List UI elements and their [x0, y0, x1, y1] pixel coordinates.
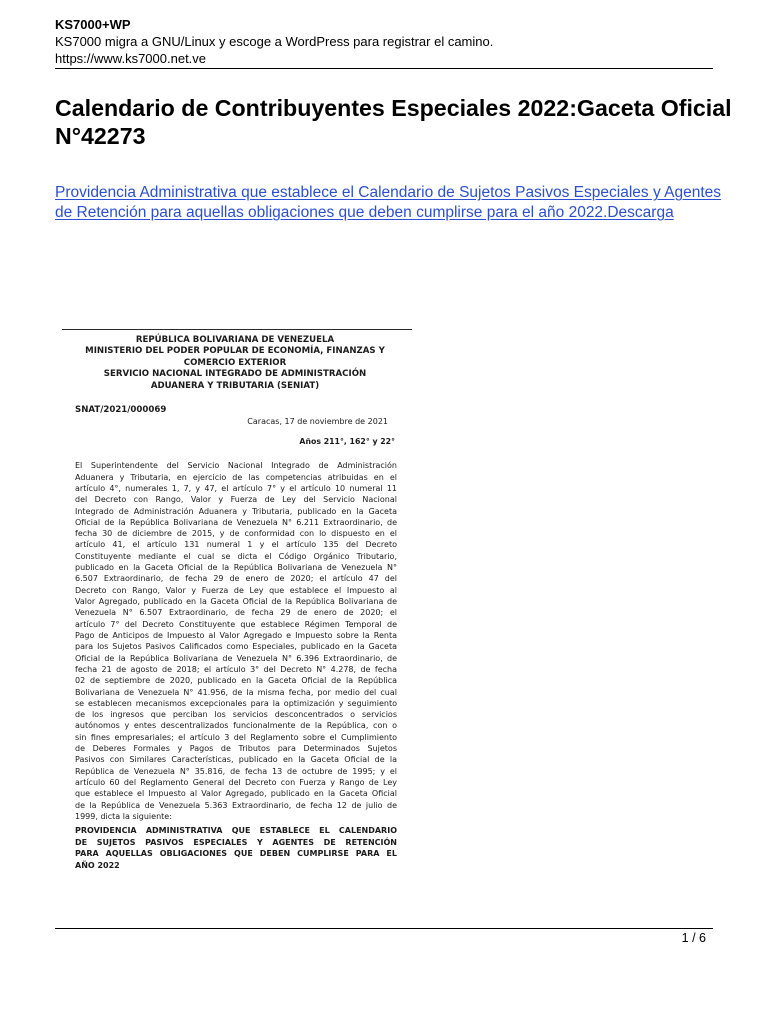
scan-body-line: artículo 7° del Decreto Constituyente que establece Régimen Temporal de	[75, 619, 397, 629]
download-link[interactable]: Providencia Administrativa que establece el Calendario de Sujetos Pasivos Especiales y Agentes de Retención para aquellas obligaciones que deben cumplirse para el año 2022.Descarga	[55, 184, 722, 221]
site-header	[55, 16, 713, 67]
scan-body-line: Venezuela N° 6.507 Extraordinario, de fecha 29 de enero de 2020; el	[75, 608, 397, 618]
scan-header-line: REPÚBLICA BOLIVARIANA DE VENEZUELA	[135, 334, 335, 345]
scan-heading-line: PROVIDENCIA ADMINISTRATIVA QUE ESTABLECE EL CALENDARIO	[75, 826, 397, 836]
scan-body-line: Bolivariana de Venezuela N° 41.956, de la misma fecha, por medio del cual	[75, 687, 397, 697]
scan-heading-line: DE SUJETOS PASIVOS ESPECIALES Y AGENTES DE RETENCIÓN	[75, 837, 397, 847]
scan-body-line: sin fines empresariales; el artículo 3 del Reglamento sobre el Cumplimiento	[75, 732, 397, 742]
scan-header-line: COMERCIO EXTERIOR	[183, 357, 287, 368]
scan-body-line: República de Venezuela N° 35.816, de fecha 13 de octubre de 1995; y el	[75, 766, 397, 776]
scan-body-line: 02 de septiembre de 2020, publicado en la Gaceta Oficial de la República	[75, 676, 397, 686]
scan-body-line: de la República de Venezuela 5.363 Extraordinario, de fecha 12 de julio de	[75, 800, 397, 810]
scan-body-line: Oficial de la República Bolivariana de Venezuela N° 6.396 Extraordinario, de	[75, 653, 397, 663]
scan-years: Años 211°, 162° y 22°	[299, 436, 395, 446]
site-tagline: KS7000 migra a GNU/Linux y escoge a WordPress para registrar el camino.	[55, 34, 494, 49]
scan-header-line: ADUANERA Y TRIBUTARIA (SENIAT)	[150, 380, 320, 391]
scan-body-line: Aduanera y Tributaria, en ejercicio de las competencias atribuidas en el	[75, 472, 397, 482]
scan-place-date: Caracas, 17 de noviembre de 2021	[247, 416, 388, 426]
scan-body-line: para los Sujetos Pasivos Calificados como Especiales, publicado en la Gaceta	[75, 642, 397, 652]
scan-body-line: Pago de Anticipos de Impuesto al Valor Agregado e Impuesto sobre la Renta	[75, 630, 397, 640]
scan-body-line: Valor Agregado, publicado en la Gaceta Oficial de la República Bolivariana de	[75, 597, 397, 607]
page-number: 1 / 6	[681, 931, 706, 945]
scan-body-line: que establece el Impuesto al Valor Agregado, publicado en la Gaceta Oficial	[75, 789, 397, 799]
scan-body-line: El Superintendente del Servicio Nacional Integrado de Administración	[75, 461, 397, 471]
scan-body-line: fecha 21 de agosto de 2018; el artículo 3° del Decreto N° 4.278, de fecha	[75, 664, 397, 674]
scan-body-line: artículo 60 del Reglamento General del Decreto con Fuerza y Rango de Ley	[75, 778, 397, 788]
post-title: Calendario de Contribuyentes Especiales 2022:Gaceta Oficial N°42273	[55, 95, 732, 149]
scan-body-line: se establecen mecanismos excepcionales para la optimización y seguimiento	[75, 698, 397, 708]
scan-body-line: artículo 41, el artículo 131 numeral 1 y el artículo 135 del Decreto	[75, 540, 397, 550]
scan-body-line: Constituyente mediante el cual se dicta el Código Orgánico Tributario,	[75, 551, 397, 561]
scan-body-line: de los ingresos que perciban los servicios desconcentrados o servicios	[75, 710, 397, 720]
scan-providencia-heading	[75, 825, 397, 871]
scan-body-line: artículo 4°, numerales 1, 7, y 47, el artículo 7° y el artículo 10 numeral 11	[75, 483, 397, 493]
scan-header-line: MINISTERIO DEL PODER POPULAR DE ECONOMÍA, FINANZAS Y	[85, 346, 385, 357]
scan-body-line: Oficial de la República Bolivariana de Venezuela N° 6.211 Extraordinario, de	[75, 517, 397, 527]
scan-body-line: autónomos y entes descentralizados funcionalmente de la República, con o	[75, 721, 397, 731]
scanned-gazette-image	[60, 322, 414, 878]
footer-divider	[55, 928, 713, 929]
site-name: KS7000+WP	[55, 17, 131, 32]
scan-institution-header	[75, 335, 395, 393]
scan-body-line: fecha 30 de diciembre de 2015, y de conformidad con lo dispuesto en el	[75, 529, 397, 539]
scan-heading-line: PARA AQUELLAS OBLIGACIONES QUE DEBEN CUMPLIRSE PARA EL	[75, 849, 397, 859]
header-divider	[55, 68, 713, 69]
scan-header-line: SERVICIO NACIONAL INTEGRADO DE ADMINISTRACIÓN	[103, 369, 367, 380]
scan-reference-number: SNAT/2021/000069	[75, 404, 167, 415]
scan-body-line: 6.507 Extraordinario, de fecha 29 de enero de 2020; el artículo 47 del	[75, 574, 397, 584]
scan-body-line: Decreto con Rango, Valor y Fuerza de Ley que establece el Impuesto al	[75, 585, 397, 595]
scan-body-line: Pasivos con Similares Características, publicado en la Gaceta Oficial de la	[75, 755, 397, 765]
site-url: https://www.ks7000.net.ve	[55, 51, 207, 66]
scan-body-line: publicado en la Gaceta Oficial de la República Bolivariana de Venezuela N°	[75, 563, 397, 573]
scan-top-rule	[62, 329, 412, 330]
scan-body-line: Integrado de Administración Aduanera y Tributaria, publicado en la Gaceta	[75, 506, 397, 516]
scan-body-line: de Deberes Formales y Pagos de Tributos para Determinados Sujetos	[75, 744, 397, 754]
scan-heading-line: AÑO 2022	[75, 860, 120, 870]
scan-body-line: 1999, dicta la siguiente:	[75, 811, 172, 821]
scan-body-text	[75, 460, 397, 822]
scan-body-line: del Decreto con Rango, Valor y Fuerza de Ley del Servicio Nacional	[75, 495, 397, 505]
